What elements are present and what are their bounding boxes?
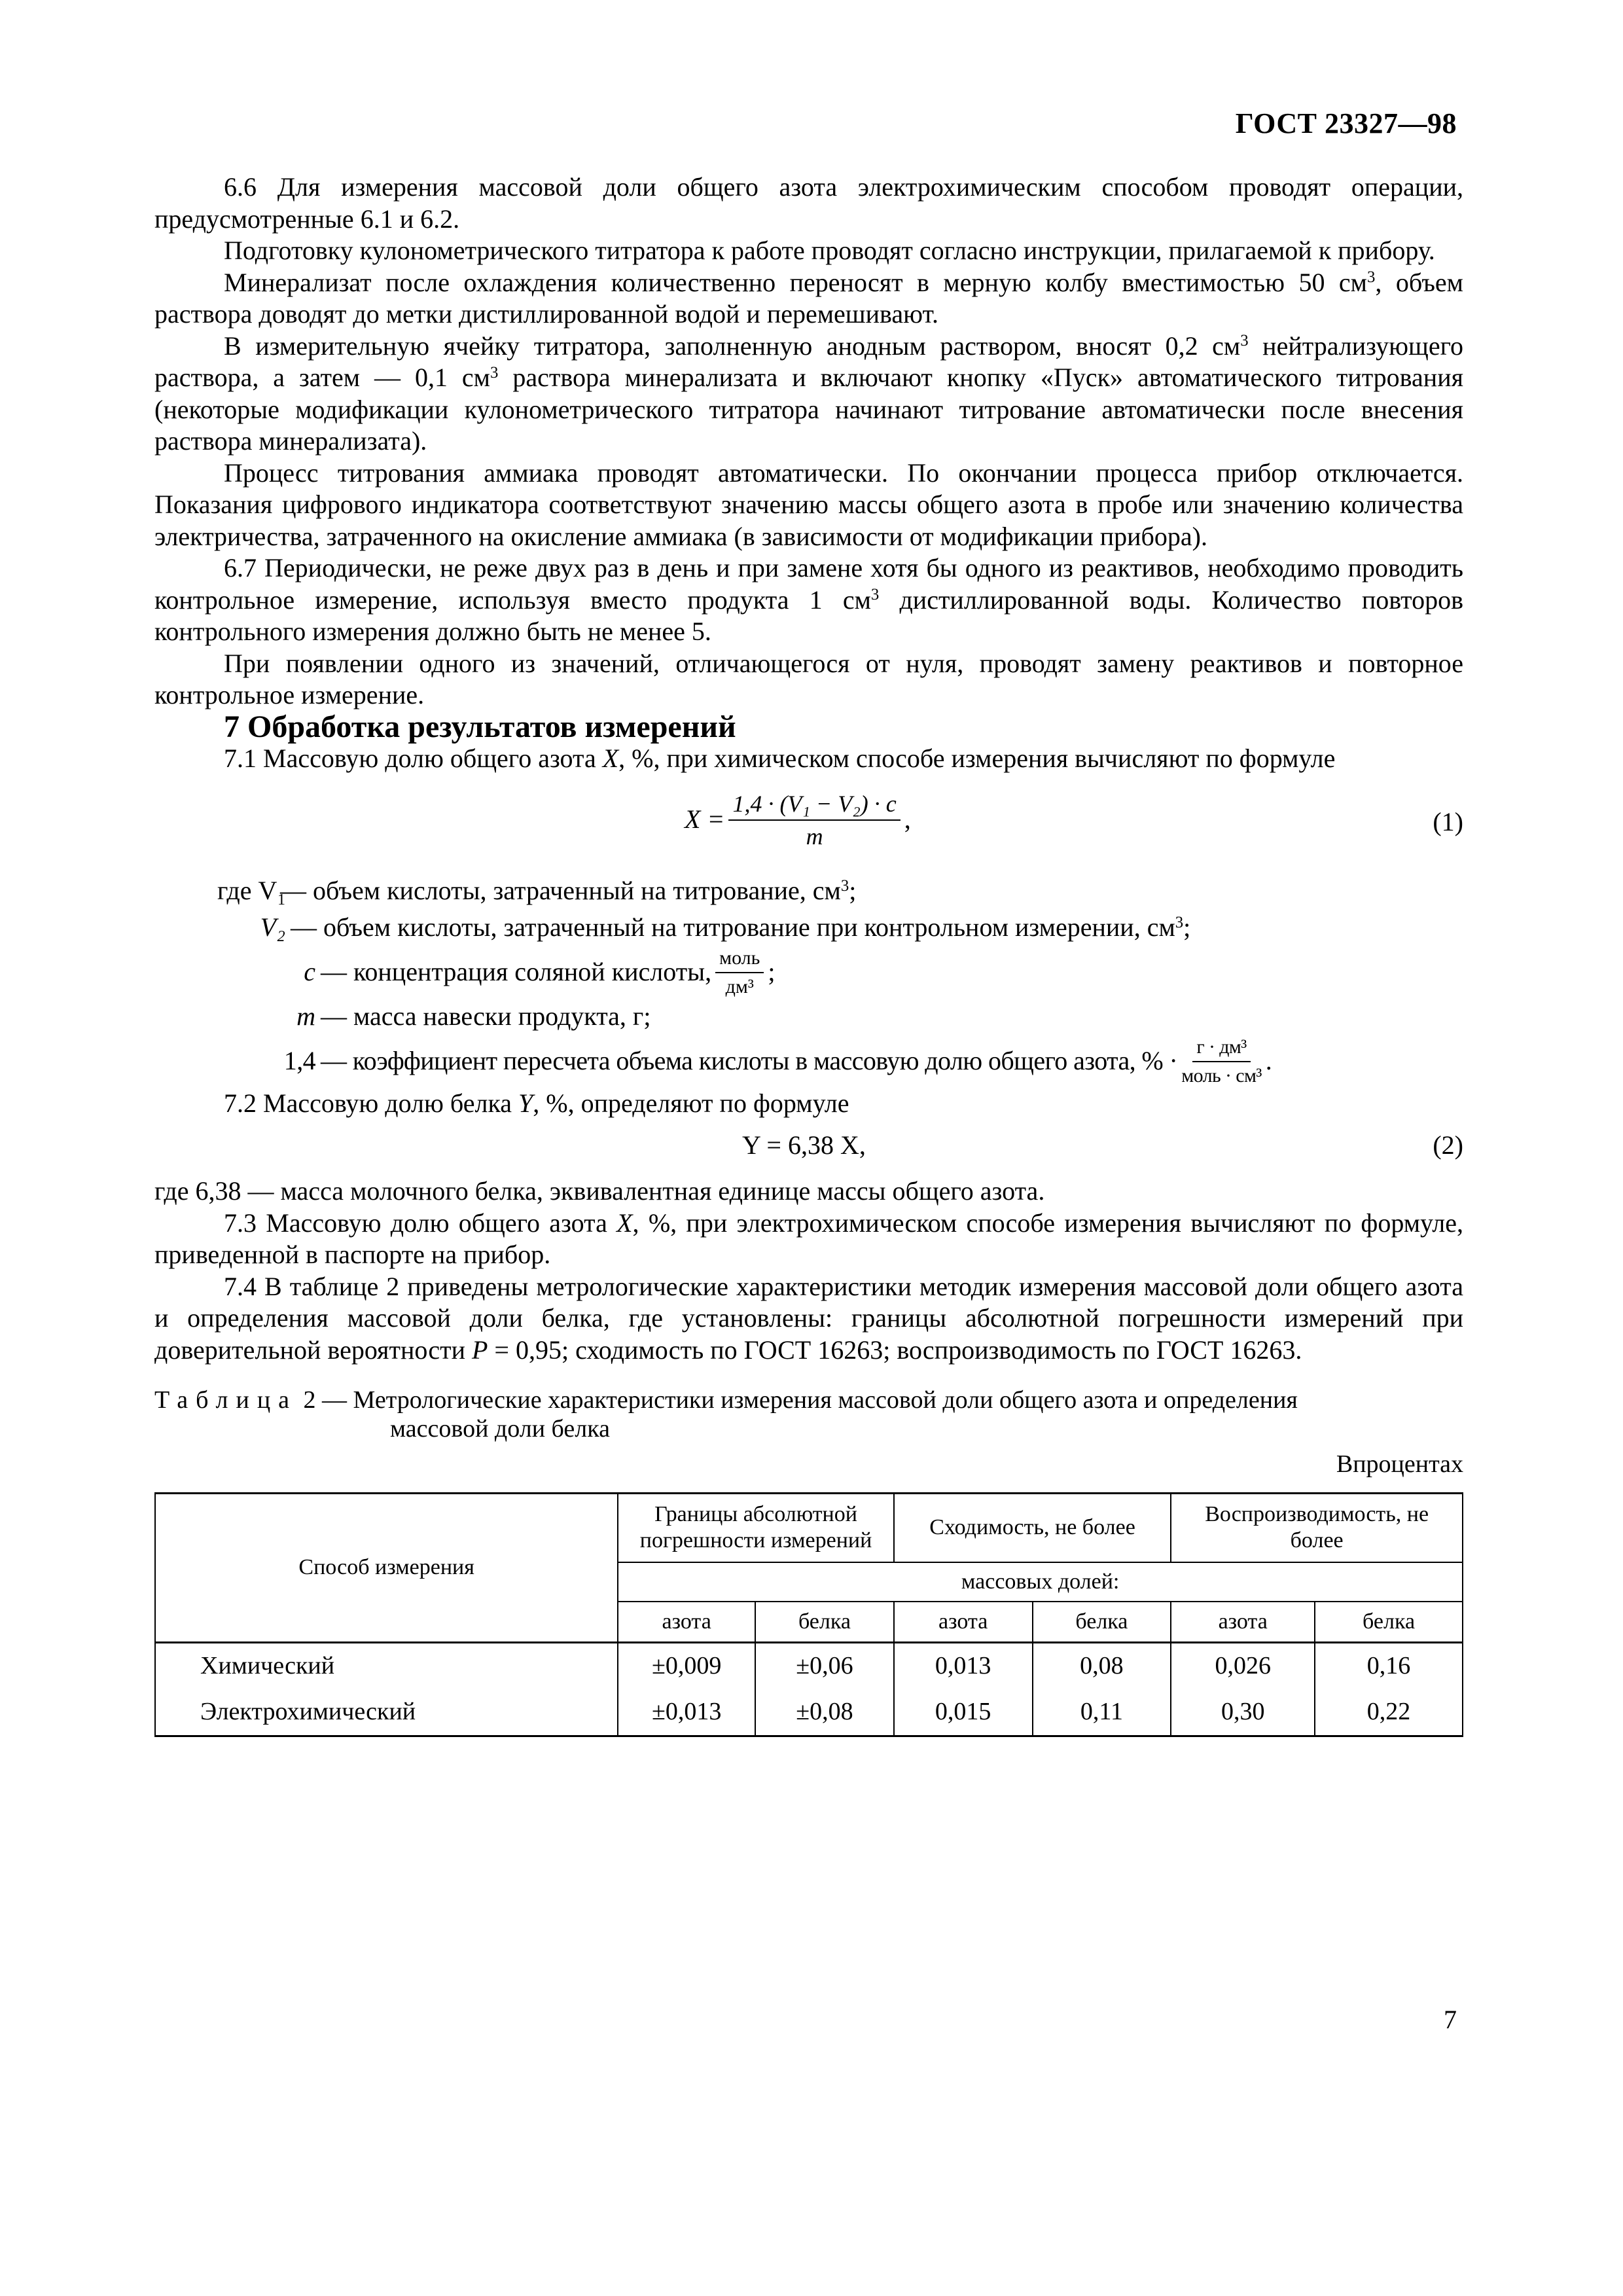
page-number: 7: [1444, 2005, 1457, 2034]
header-repeatability: Сходимость, не более: [894, 1493, 1171, 1562]
formula-lhs: X =: [685, 804, 725, 834]
paragraph: В измерительную ячейку титратора, заполненную анодным раствором, вносят 0,2 $см^3$ нейтрализующего раствора, а затем — 0,1 $см^3$ раствора минерализата и включают кнопку «Пуск» автоматического титрования (некоторые модификации кулонометрического титратора начинают титрование автоматически после внесения раствора минерализата).: [154, 331, 1463, 456]
table-unit: Впроцентах: [1336, 1450, 1463, 1478]
formula-2: [154, 1127, 1463, 1166]
table-cell: 0,08: [1033, 1642, 1171, 1689]
header-nitrogen: азота: [894, 1602, 1033, 1642]
paragraph-6-6: 6.6 Для измерения массовой доли общего азота электрохимическим способом проводят операции, предусмотренные 6.1 и 6.2.: [154, 172, 1463, 234]
definition-coefficient: 1,4 — коэффициент пересчета объема кислоты в массовую долю общего азота, % · $\frac{\text{г · дм³}}{\text{моль · см³}}$ .: [283, 1035, 1272, 1086]
table-cell: 0,16: [1315, 1642, 1463, 1689]
paragraph-6-7: 6.7 Периодически, не реже двух раз в день и при замене хотя бы одного из реактивов, необходимо проводить контрольное измерение, используя вместо продукта 1 $см^3$ дистиллированной воды. Количество повторов контрольного измерения должно быть не менее 5.: [154, 553, 1464, 646]
table-caption-text: 2 — Метрологические характеристики измерения массовой доли общего азота и определения: [303, 1386, 1298, 1414]
definition-v1: где V₁ — объем кислоты, затраченный на титрование, см $^3$ ;: [217, 876, 857, 906]
table-cell: 0,013: [894, 1642, 1033, 1689]
formula-numerator: 1,4 · (V₁ − V₂) · c: [728, 791, 900, 821]
table-caption-continuation: массовой доли белка: [390, 1415, 610, 1443]
table-cell: ±0,08: [755, 1689, 894, 1736]
header-nitrogen: азота: [1171, 1602, 1315, 1642]
table-cell-method: Химический: [155, 1642, 618, 1689]
variable-definitions: [154, 873, 1463, 1088]
paragraph-7-1: 7.1 Массовую долю общего азота X, %, при химическом способе измерения вычисляют по формуле: [224, 744, 1336, 773]
section-title: 7 Обработка результатов измерений: [224, 709, 736, 744]
paragraph: При появлении одного из значений, отличающегося от нуля, проводят замену реактивов и повторное контрольное измерение.: [154, 648, 1463, 709]
table-caption-label: Таблица: [154, 1386, 298, 1414]
definition-v2: V₂ — объем кислоты, затраченный на титрование при контрольном измерении, см $^3$ ;: [260, 912, 1191, 942]
table-caption: [154, 1386, 1463, 1443]
table-cell: 0,026: [1171, 1642, 1315, 1689]
table-cell: ±0,06: [755, 1642, 894, 1689]
paragraph-7-2: 7.2 Массовую долю белка Y, %, определяют по формуле: [224, 1088, 849, 1118]
table-cell: 0,015: [894, 1689, 1033, 1736]
unit-fraction: $\frac{\text{моль}}{\text{дм³}}$: [715, 947, 764, 998]
formula-2-text: Y = 6,38 X,: [742, 1130, 866, 1160]
header-reproducibility: Воспроизводимость, не более: [1171, 1493, 1463, 1562]
equation-number: (1): [1433, 806, 1463, 836]
table-cell: ±0,013: [618, 1689, 755, 1736]
header-protein: белка: [1315, 1602, 1463, 1642]
table-row: [155, 1642, 1463, 1689]
header-nitrogen: азота: [618, 1602, 755, 1642]
formula-1: [154, 787, 1463, 859]
definition-m: m — масса навески продукта, г;: [296, 1001, 651, 1031]
table-cell: ±0,009: [618, 1642, 755, 1689]
table-cell: 0,11: [1033, 1689, 1171, 1736]
paragraph: Процесс титрования аммиака проводят автоматически. По окончании процесса прибор отключается. Показания цифрового индикатора соответствуют значению массы общего азота в пробе или значению количества электричества, затраченного на окисление аммиака (в зависимости от модификации прибора).: [154, 457, 1463, 551]
formula-denominator: m: [806, 823, 823, 850]
unit-fraction: $\frac{\text{г · дм³}}{\text{моль · см³}}$: [1181, 1035, 1262, 1086]
table-cell: 0,22: [1315, 1689, 1463, 1736]
document-header: ГОСТ 23327—98: [1235, 107, 1457, 139]
paragraph: где 6,38 — масса молочного белка, эквивалентная единице массы общего азота.: [154, 1176, 1045, 1206]
header-protein: белка: [1033, 1602, 1171, 1642]
paragraph-7-4: 7.4 В таблице 2 приведены метрологические характеристики методик измерения массовой доли общего азота и определения массовой доли белка, где установлены: границы абсолютной погрешности измерений при доверительной вероятности P = 0,95; сходимость по ГОСТ 16263; воспроизводимость по ГОСТ 16263.: [154, 1271, 1463, 1365]
header-abs-error: Границы абсолютной погрешности измерений: [618, 1493, 894, 1562]
table-cell-method: Электрохимический: [155, 1689, 618, 1736]
paragraph: Минерализат после охлаждения количественно переносят в мерную колбу вместимостью 50 $см^3$, объем раствора доводят до метки дистиллированной водой и перемешивают.: [154, 267, 1463, 329]
table-row: [155, 1689, 1463, 1736]
definition-c: c — концентрация соляной кислоты, $\frac{\text{моль}}{\text{дм³}}$ ;: [304, 946, 776, 997]
table-cell: 0,30: [1171, 1689, 1315, 1736]
document-body: [154, 171, 1463, 1737]
metrology-table: [154, 1492, 1463, 1737]
header-method: Способ измерения: [155, 1493, 618, 1642]
paragraph: Подготовку кулонометрического титратора к работе проводят согласно инструкции, прилагаемой к прибору.: [224, 236, 1435, 265]
header-protein: белка: [755, 1602, 894, 1642]
header-mass-fractions: массовых долей:: [618, 1562, 1463, 1602]
paragraph-7-3: 7.3 Массовую долю общего азота X, %, при электрохимическом способе измерения вычисляют по формуле, приведенной в паспорте на прибор.: [154, 1208, 1463, 1269]
equation-number: (2): [1433, 1130, 1463, 1160]
formula-tail: ,: [904, 804, 911, 834]
formula-fraction: [728, 791, 900, 850]
